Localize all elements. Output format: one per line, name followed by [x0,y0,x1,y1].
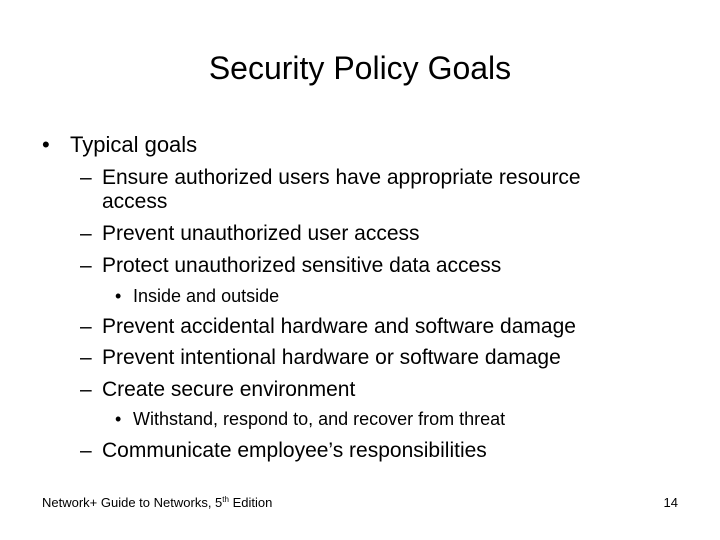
subbullet-text: Create secure environment [102,378,356,401]
subbullet-text: Prevent unauthorized user access [102,222,420,245]
bullet-marker: • [42,132,50,157]
subbullet-text: Communicate employee’s responsibilities [102,439,487,462]
footer-book-title [42,495,272,511]
dash-marker: – [80,346,92,369]
footer-book-prefix: Network+ Guide to Networks, 5 [42,495,223,510]
subbullet-text: Prevent accidental hardware and software damage [102,315,576,338]
bullet-text: Typical goals [70,132,198,157]
subbullet-text: Ensure authorized users have appropriate resource [102,166,581,189]
page-number: 14 [663,495,678,510]
dash-marker: – [80,315,92,338]
subsubbullet-text: Inside and outside [133,286,280,306]
dash-marker: – [80,222,92,245]
subbullet-continuation [102,186,167,218]
dash-marker: – [80,254,92,277]
dash-marker: – [80,439,92,462]
subsubbullet-text: Withstand, respond to, and recover from threat [133,409,506,429]
bullet-marker-small: • [115,286,122,306]
footer-book-suffix: Edition [228,495,273,510]
subbullet-text: Prevent intentional hardware or software damage [102,346,561,369]
footer-book-superscript: th [222,495,229,504]
slide-title: Security Policy Goals [208,50,512,86]
bullet-marker-small: • [115,409,122,429]
dash-marker: – [80,378,92,401]
subbullet-text-continued: access [102,190,168,213]
dash-marker: – [80,166,92,189]
subbullet-text: Protect unauthorized sensitive data access [102,254,502,277]
